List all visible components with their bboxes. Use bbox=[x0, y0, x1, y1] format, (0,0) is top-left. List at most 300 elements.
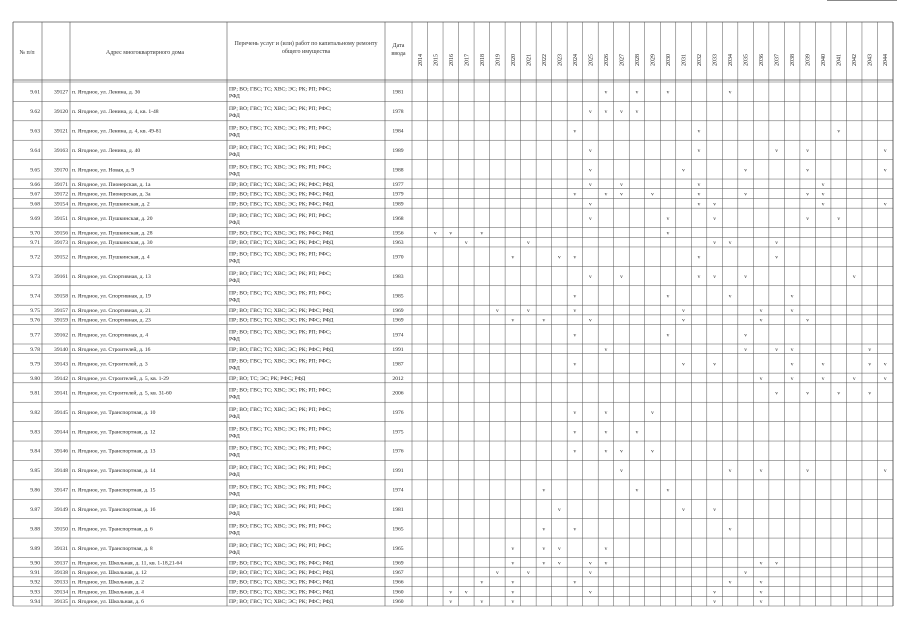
row-services-line1: ПР; ВО; ГВС; ТС; ХВС; ЭС; РК; РП; РФС; bbox=[229, 271, 332, 278]
row-year-built: 1974 bbox=[392, 332, 404, 339]
schedule-check-mark: v bbox=[883, 468, 887, 475]
schedule-check-mark: v bbox=[682, 167, 685, 174]
year-header-label: 2040 bbox=[821, 54, 828, 66]
schedule-check-mark: v bbox=[697, 128, 701, 135]
row-services-line1: ПР; ВО; ГВС; ТС; ХВС; ЭС; РК; РП; РФС; bbox=[229, 542, 332, 549]
row-services-line1: ПР; ВО; ГВС; ТС; ХВС; ЭС; РК; РП; РФС; bbox=[229, 523, 332, 530]
year-header-label: 2028 bbox=[634, 54, 641, 66]
row-number: 9.93 bbox=[30, 589, 40, 596]
row-services-line2: РФД bbox=[229, 510, 240, 517]
schedule-check-mark: v bbox=[790, 346, 794, 353]
row-house-id: 39173 bbox=[54, 240, 68, 247]
schedule-check-mark: v bbox=[713, 240, 716, 247]
schedule-check-mark: v bbox=[821, 201, 825, 208]
schedule-check-mark: v bbox=[604, 409, 608, 416]
row-year-built: 1983 bbox=[392, 274, 404, 281]
row-number: 9.69 bbox=[30, 215, 40, 222]
schedule-check-mark: v bbox=[713, 361, 716, 368]
year-header-label: 2036 bbox=[759, 54, 766, 66]
schedule-check-mark: v bbox=[666, 89, 670, 96]
year-header-label: 2021 bbox=[526, 54, 533, 66]
row-number: 9.68 bbox=[30, 201, 40, 208]
schedule-check-mark: v bbox=[744, 274, 747, 281]
schedule-check-mark: v bbox=[651, 448, 654, 455]
row-address: п. Ягодное, ул. Строителей, д. 3 bbox=[72, 361, 148, 368]
schedule-check-mark: v bbox=[604, 346, 608, 353]
row-services-line2: РФД bbox=[229, 297, 240, 304]
row-services-line2: РФД bbox=[229, 113, 240, 120]
schedule-check-mark: v bbox=[620, 274, 623, 281]
row-number: 9.86 bbox=[30, 487, 40, 494]
row-address: п. Ягодное, ул. Транспортная, д. 12 bbox=[72, 429, 156, 436]
row-services-line2: РФД bbox=[229, 132, 240, 139]
year-header-label: 2035 bbox=[743, 54, 750, 66]
schedule-check-mark: v bbox=[542, 560, 546, 567]
schedule-check-mark: v bbox=[837, 390, 841, 397]
schedule-check-mark: v bbox=[728, 468, 732, 475]
row-address: п. Ягодное, ул. Пушкинская, д. 28 bbox=[72, 230, 153, 237]
schedule-check-mark: v bbox=[713, 201, 716, 208]
schedule-check-mark: v bbox=[868, 390, 872, 397]
row-number: 9.94 bbox=[30, 599, 40, 606]
year-header-label: 2025 bbox=[588, 54, 595, 66]
year-header-label: 2014 bbox=[417, 54, 424, 66]
schedule-check-mark: v bbox=[620, 468, 623, 475]
schedule-check-mark: v bbox=[589, 147, 592, 154]
schedule-check-mark: v bbox=[589, 274, 592, 281]
row-number: 9.71 bbox=[30, 240, 40, 247]
row-house-id: 39157 bbox=[54, 308, 68, 315]
row-number: 9.66 bbox=[30, 181, 40, 188]
row-number: 9.67 bbox=[30, 191, 40, 198]
schedule-check-mark: v bbox=[511, 545, 515, 552]
schedule-check-mark: v bbox=[837, 215, 841, 222]
row-number: 9.75 bbox=[30, 308, 40, 315]
schedule-check-mark: v bbox=[744, 191, 747, 198]
row-house-id: 39146 bbox=[54, 448, 68, 455]
year-header-label: 2026 bbox=[603, 54, 610, 66]
schedule-check-mark: v bbox=[713, 274, 716, 281]
schedule-check-mark: v bbox=[713, 506, 716, 513]
schedule-check-mark: v bbox=[635, 429, 639, 436]
row-house-id: 39121 bbox=[54, 128, 68, 135]
schedule-check-mark: v bbox=[759, 599, 763, 606]
schedule-check-mark: v bbox=[666, 487, 670, 494]
row-services: ПР; ВО; ГВС; ТС; ХВС; ЭС; РК; РФС; РФД bbox=[229, 181, 334, 188]
schedule-check-mark: v bbox=[728, 240, 732, 247]
row-services-line1: ПР; ВО; ГВС; ТС; ХВС; ЭС; РК; РП; РФС; bbox=[229, 426, 332, 433]
schedule-check-mark: v bbox=[728, 89, 732, 96]
schedule-check-mark: v bbox=[573, 429, 577, 436]
row-year-built: 1978 bbox=[392, 109, 404, 116]
row-year-built: 2012 bbox=[392, 375, 404, 382]
row-address: п. Ягодное, ул. Строителей, д. 5, кв. 1-29 bbox=[72, 375, 169, 382]
schedule-check-mark: v bbox=[604, 109, 608, 116]
schedule-check-mark: v bbox=[620, 191, 623, 198]
schedule-check-mark: v bbox=[526, 570, 530, 577]
row-number: 9.76 bbox=[30, 317, 40, 324]
schedule-check-mark: v bbox=[589, 570, 592, 577]
row-number: 9.65 bbox=[30, 167, 40, 174]
row-services-line2: РФД bbox=[229, 413, 240, 420]
row-services: ПР; ВО; ГВС; ТС; ХВС; ЭС; РК; РФС; РФД bbox=[229, 560, 334, 567]
row-services-line2: РФД bbox=[229, 336, 240, 343]
schedule-check-mark: v bbox=[759, 560, 763, 567]
row-year-built: 1987 bbox=[392, 361, 404, 368]
row-year-built: 1989 bbox=[392, 201, 404, 208]
row-address: п. Ягодное, ул. Ленина, д. 40 bbox=[72, 147, 141, 154]
row-address: п. Ягодное, ул. Транспортная, д. 15 bbox=[72, 487, 156, 494]
row-address: п. Ягодное, ул. Спортивная, д. 21 bbox=[72, 308, 151, 315]
schedule-check-mark: v bbox=[775, 390, 779, 397]
schedule-check-mark: v bbox=[558, 506, 561, 513]
schedule-check-mark: v bbox=[604, 560, 608, 567]
schedule-check-mark: v bbox=[573, 579, 577, 586]
row-house-id: 39141 bbox=[54, 390, 68, 397]
row-services-line2: РФД bbox=[229, 219, 240, 226]
schedule-check-mark: v bbox=[744, 570, 747, 577]
row-number: 9.74 bbox=[30, 293, 40, 300]
row-number: 9.63 bbox=[30, 128, 40, 135]
schedule-check-mark: v bbox=[883, 167, 887, 174]
row-number: 9.73 bbox=[30, 274, 40, 281]
schedule-check-mark: v bbox=[759, 589, 763, 596]
row-house-id: 39159 bbox=[54, 317, 68, 324]
row-year-built: 2006 bbox=[392, 390, 404, 397]
schedule-check-mark: v bbox=[511, 560, 515, 567]
row-house-id: 39172 bbox=[54, 191, 68, 198]
schedule-check-mark: v bbox=[883, 201, 887, 208]
schedule-check-mark: v bbox=[589, 560, 592, 567]
schedule-check-mark: v bbox=[697, 201, 701, 208]
schedule-check-mark: v bbox=[759, 579, 763, 586]
schedule-check-mark: v bbox=[620, 109, 623, 116]
year-header-label: 2034 bbox=[728, 54, 735, 66]
row-house-id: 39138 bbox=[54, 570, 68, 577]
schedule-check-mark: v bbox=[635, 487, 639, 494]
schedule-check-mark: v bbox=[697, 191, 701, 198]
row-services: ПР; ВО; ГВС; ТС; ХВС; ЭС; РК; РФС; РФД bbox=[229, 579, 334, 586]
row-number: 9.83 bbox=[30, 429, 40, 436]
row-house-id: 39163 bbox=[54, 147, 68, 154]
schedule-check-mark: v bbox=[573, 191, 577, 198]
schedule-check-mark: v bbox=[604, 429, 608, 436]
row-services-line2: РФД bbox=[229, 394, 240, 401]
row-number: 9.62 bbox=[30, 109, 40, 116]
schedule-check-mark: v bbox=[449, 599, 453, 606]
schedule-check-mark: v bbox=[759, 308, 763, 315]
year-header-label: 2020 bbox=[510, 54, 517, 66]
year-header-label: 2029 bbox=[650, 54, 657, 66]
schedule-check-mark: v bbox=[589, 589, 592, 596]
row-year-built: 1974 bbox=[392, 487, 404, 494]
schedule-check-mark: v bbox=[573, 293, 577, 300]
row-services: ПР; ВО; ГВС; ТС; ХВС; ЭС; РК; РФС; РФД bbox=[229, 570, 334, 577]
row-house-id: 39147 bbox=[54, 487, 68, 494]
schedule-check-mark: v bbox=[651, 191, 654, 198]
schedule-check-mark: v bbox=[558, 560, 561, 567]
schedule-check-mark: v bbox=[573, 409, 577, 416]
row-address: п. Ягодное, ул. Пушкинская, д. 20 bbox=[72, 215, 153, 222]
row-address: п. Ягодное, ул. Транспортная, д. 6 bbox=[72, 526, 153, 533]
row-services: ПР; ВО; ГВС; ТС; ХВС; ЭС; РК; РФС; РФД bbox=[229, 589, 334, 596]
row-services: ПР; ВО; ГВС; ТС; ХВС; ЭС; РК; РФС; РФД bbox=[229, 191, 334, 198]
row-year-built: 1977 bbox=[392, 181, 404, 188]
schedule-check-mark: v bbox=[573, 332, 577, 339]
schedule-check-mark: v bbox=[852, 274, 856, 281]
schedule-check-mark: v bbox=[806, 191, 810, 198]
schedule-check-mark: v bbox=[728, 526, 732, 533]
schedule-check-mark: v bbox=[697, 274, 701, 281]
row-house-id: 39161 bbox=[54, 274, 68, 281]
row-year-built: 1970 bbox=[392, 254, 404, 261]
row-address: п. Ягодное, ул. Ленина, д. 36 bbox=[72, 89, 141, 96]
row-year-built: 1976 bbox=[392, 448, 404, 455]
row-year-built: 1960 bbox=[392, 599, 404, 606]
row-services-line1: ПР; ВО; ГВС; ТС; ХВС; ЭС; РК; РП; РФС; bbox=[229, 503, 332, 510]
row-address: п. Ягодное, ул. Школьная, д. 4 bbox=[72, 589, 144, 596]
row-address: п. Ягодное, ул. Ленина, д. 4, кв. 49-81 bbox=[72, 128, 162, 135]
row-year-built: 1956 bbox=[392, 230, 404, 237]
schedule-check-mark: v bbox=[759, 317, 763, 324]
schedule-check-mark: v bbox=[635, 89, 639, 96]
year-header-label: 2022 bbox=[541, 54, 548, 66]
row-number: 9.78 bbox=[30, 346, 40, 353]
schedule-check-mark: v bbox=[542, 526, 546, 533]
schedule-check-mark: v bbox=[666, 332, 670, 339]
row-address: п. Ягодное, ул. Пионерская, д. 3а bbox=[72, 191, 151, 198]
row-services-line2: РФД bbox=[229, 171, 240, 178]
row-year-built: 1979 bbox=[392, 191, 404, 198]
row-services: ПР; ВО; ГВС; ТС; ХВС; ЭС; РК; РФС; РФД bbox=[229, 317, 334, 324]
year-header-label: 2039 bbox=[805, 54, 812, 66]
schedule-check-mark: v bbox=[589, 201, 592, 208]
row-number: 9.91 bbox=[30, 570, 40, 577]
schedule-check-mark: v bbox=[821, 375, 825, 382]
row-services-line1: ПР; ВО; ГВС; ТС; ХВС; ЭС; РК; РП; РФС; bbox=[229, 144, 332, 151]
schedule-check-mark: v bbox=[573, 526, 577, 533]
year-header-label: 2016 bbox=[448, 54, 455, 66]
schedule-check-mark: v bbox=[542, 487, 546, 494]
row-address: п. Ягодное, ул. Транспортная, д. 16 bbox=[72, 506, 156, 513]
schedule-check-mark: v bbox=[868, 361, 872, 368]
row-services-line1: ПР; ВО; ГВС; ТС; ХВС; ЭС; РК; РП; РФС; bbox=[229, 465, 332, 472]
schedule-check-mark: v bbox=[526, 240, 530, 247]
year-header-label: 2033 bbox=[712, 54, 719, 66]
year-header-label: 2017 bbox=[464, 54, 471, 66]
schedule-check-mark: v bbox=[511, 317, 515, 324]
row-services-line1: ПР; ВО; ГВС; ТС; ХВС; ЭС; РК; РП; РФС; bbox=[229, 484, 332, 491]
row-house-id: 39171 bbox=[54, 181, 68, 188]
schedule-check-mark: v bbox=[806, 468, 810, 475]
row-number: 9.79 bbox=[30, 361, 40, 368]
row-house-id: 39144 bbox=[54, 429, 68, 436]
row-services-line1: ПР; ВО; ГВС; ТС; ХВС; ЭС; РК; РП; РФС; bbox=[229, 329, 332, 336]
row-house-id: 39134 bbox=[54, 589, 68, 596]
row-services: ПР; ВО; ГВС; ТС; ХВС; ЭС; РК; РФС; РФД bbox=[229, 230, 334, 237]
schedule-check-mark: v bbox=[464, 589, 468, 596]
row-services-line2: РФД bbox=[229, 549, 240, 556]
year-header-label: 2041 bbox=[836, 54, 843, 66]
row-number: 9.84 bbox=[30, 448, 40, 455]
row-house-id: 39154 bbox=[54, 201, 68, 208]
row-address: п. Ягодное, ул. Ленина, д. 4, кв. 1-48 bbox=[72, 109, 159, 116]
row-house-id: 39142 bbox=[54, 375, 68, 382]
schedule-check-mark: v bbox=[635, 109, 639, 116]
schedule-check-mark: v bbox=[573, 361, 577, 368]
year-header-label: 2024 bbox=[572, 54, 579, 66]
row-year-built: 1963 bbox=[392, 240, 404, 247]
schedule-check-mark: v bbox=[806, 390, 810, 397]
row-year-built: 1967 bbox=[392, 570, 404, 577]
schedule-check-mark: v bbox=[821, 181, 825, 188]
schedule-check-mark: v bbox=[883, 375, 887, 382]
year-header-label: 2032 bbox=[697, 54, 704, 66]
schedule-check-mark: v bbox=[589, 109, 592, 116]
schedule-check-mark: v bbox=[620, 181, 623, 188]
schedule-check-mark: v bbox=[821, 361, 825, 368]
schedule-check-mark: v bbox=[666, 215, 670, 222]
row-number: 9.89 bbox=[30, 545, 40, 552]
row-services-line2: РФД bbox=[229, 433, 240, 440]
schedule-check-mark: v bbox=[558, 545, 561, 552]
schedule-check-mark: v bbox=[806, 147, 810, 154]
row-house-id: 39135 bbox=[54, 599, 68, 606]
schedule-check-mark: v bbox=[666, 293, 670, 300]
schedule-check-mark: v bbox=[806, 317, 810, 324]
row-address: п. Ягодное, ул. Спортивная, д. 13 bbox=[72, 274, 151, 281]
row-number: 9.85 bbox=[30, 468, 40, 475]
schedule-check-mark: v bbox=[464, 240, 468, 247]
row-services-line1: ПР; ВО; ГВС; ТС; ХВС; ЭС; РК; РП; РФС; bbox=[229, 387, 332, 394]
row-number: 9.80 bbox=[30, 375, 40, 382]
schedule-check-mark: v bbox=[697, 181, 701, 188]
row-address: п. Ягодное, ул. Школьная, д. 11, кв. 1-18,21-64 bbox=[72, 560, 183, 567]
schedule-check-mark: v bbox=[790, 308, 794, 315]
row-house-id: 39131 bbox=[54, 545, 68, 552]
schedule-check-mark: v bbox=[558, 254, 561, 261]
row-house-id: 39170 bbox=[54, 167, 68, 174]
row-number: 9.61 bbox=[30, 89, 40, 96]
row-year-built: 1969 bbox=[392, 308, 404, 315]
schedule-check-mark: v bbox=[573, 448, 577, 455]
schedule-check-mark: v bbox=[775, 240, 779, 247]
row-services-line2: РФД bbox=[229, 452, 240, 459]
row-year-built: 1975 bbox=[392, 429, 404, 436]
schedule-check-mark: v bbox=[728, 579, 732, 586]
row-services-line1: ПР; ВО; ГВС; ТС; ХВС; ЭС; РК; РП; РФС; bbox=[229, 212, 332, 219]
row-services-line1: ПР; ВО; ГВС; ТС; ХВС; ЭС; РК; РП; РФС; bbox=[229, 125, 332, 132]
schedule-check-mark: v bbox=[806, 215, 810, 222]
schedule-check-mark: v bbox=[728, 293, 732, 300]
schedule-check-mark: v bbox=[573, 128, 577, 135]
row-house-id: 39137 bbox=[54, 560, 68, 567]
schedule-check-mark: v bbox=[713, 589, 716, 596]
row-house-id: 39133 bbox=[54, 579, 68, 586]
row-address: п. Ягодное, ул. Пушкинская, д. 30 bbox=[72, 240, 153, 247]
row-house-id: 39162 bbox=[54, 332, 68, 339]
schedule-check-mark: v bbox=[526, 308, 530, 315]
year-header-label: 2030 bbox=[666, 54, 673, 66]
row-address: п. Ягодное, ул. Пушкинская, д. 2 bbox=[72, 201, 150, 208]
schedule-check-mark: v bbox=[775, 560, 779, 567]
schedule-check-mark: v bbox=[449, 230, 453, 237]
row-year-built: 1966 bbox=[392, 579, 404, 586]
header-number: № п/п bbox=[19, 50, 35, 56]
row-year-built: 1969 bbox=[392, 317, 404, 324]
schedule-check-mark: v bbox=[868, 346, 872, 353]
schedule-check-mark: v bbox=[480, 599, 484, 606]
row-services: ПР; ВО; ГВС; ТС; ХВС; ЭС; РК; РФС; РФД bbox=[229, 308, 334, 315]
row-house-id: 39143 bbox=[54, 361, 68, 368]
row-services-line2: РФД bbox=[229, 365, 240, 372]
row-services: ПР; ВО; ТС; ЭС; РК; РФС; РФД bbox=[229, 375, 306, 382]
row-address: п. Ягодное, ул. Пушкинская, д. 4 bbox=[72, 254, 150, 261]
header-year-built-wrap bbox=[385, 42, 412, 64]
row-address: п. Ягодное, ул. Школьная, д. 6 bbox=[72, 599, 144, 606]
row-services: ПР; ВО; ГВС; ТС; ХВС; ЭС; РК; РФС; РФД bbox=[229, 240, 334, 247]
row-house-id: 39152 bbox=[54, 254, 68, 261]
row-services: ПР; ВО; ГВС; ТС; ХВС; ЭС; РК; РФС; РФД bbox=[229, 201, 334, 208]
schedule-check-mark: v bbox=[682, 308, 685, 315]
schedule-check-mark: v bbox=[837, 128, 841, 135]
header-services-wrap bbox=[228, 40, 384, 66]
row-number: 9.77 bbox=[30, 332, 40, 339]
schedule-check-mark: v bbox=[759, 375, 763, 382]
schedule-check-mark: v bbox=[589, 181, 592, 188]
schedule-check-mark: v bbox=[775, 346, 779, 353]
row-services: ПР; ВО; ГВС; ТС; ХВС; ЭС; РК; РФС; РФД bbox=[229, 346, 334, 353]
schedule-check-mark: v bbox=[604, 545, 608, 552]
row-number: 9.92 bbox=[30, 579, 40, 586]
schedule-check-mark: v bbox=[821, 191, 825, 198]
schedule-check-mark: v bbox=[682, 506, 685, 513]
row-year-built: 1991 bbox=[392, 468, 404, 475]
year-column-headers bbox=[418, 54, 889, 66]
row-services: ПР; ВО; ГВС; ТС; ХВС; ЭС; РК; РФС; РФД bbox=[229, 599, 334, 606]
schedule-check-mark: v bbox=[620, 448, 623, 455]
row-address: п. Ягодное, ул. Спортивная, д. 19 bbox=[72, 293, 151, 300]
row-house-id: 39127 bbox=[54, 89, 68, 96]
year-header-label: 2019 bbox=[495, 54, 502, 66]
row-address: п. Ягодное, ул. Транспортная, д. 13 bbox=[72, 448, 156, 455]
schedule-check-mark: v bbox=[697, 147, 701, 154]
row-year-built: 1968 bbox=[392, 215, 404, 222]
schedule-check-mark: v bbox=[589, 317, 592, 324]
row-number: 9.64 bbox=[30, 147, 40, 154]
year-header-label: 2015 bbox=[433, 54, 440, 66]
row-services-line1: ПР; ВО; ГВС; ТС; ХВС; ЭС; РК; РП; РФС; bbox=[229, 164, 332, 171]
year-header-label: 2043 bbox=[867, 54, 874, 66]
row-number: 9.90 bbox=[30, 560, 40, 567]
header-address: Адрес многоквартирного дома bbox=[105, 50, 185, 56]
row-address: п. Ягодное, ул. Транспортная, д. 8 bbox=[72, 545, 153, 552]
schedule-check-mark: v bbox=[744, 167, 747, 174]
row-year-built: 1985 bbox=[392, 293, 404, 300]
row-house-id: 39158 bbox=[54, 293, 68, 300]
row-year-built: 1991 bbox=[392, 346, 404, 353]
schedule-check-mark: v bbox=[449, 589, 453, 596]
row-year-built: 1969 bbox=[392, 560, 404, 567]
row-year-built: 1989 bbox=[392, 147, 404, 154]
schedule-check-mark: v bbox=[511, 254, 515, 261]
schedule-check-mark: v bbox=[480, 579, 484, 586]
schedule-check-mark: v bbox=[495, 570, 499, 577]
schedule-check-mark: v bbox=[604, 191, 608, 198]
row-services-line2: РФД bbox=[229, 472, 240, 479]
schedule-check-mark: v bbox=[852, 375, 856, 382]
schedule-check-mark: v bbox=[604, 448, 608, 455]
